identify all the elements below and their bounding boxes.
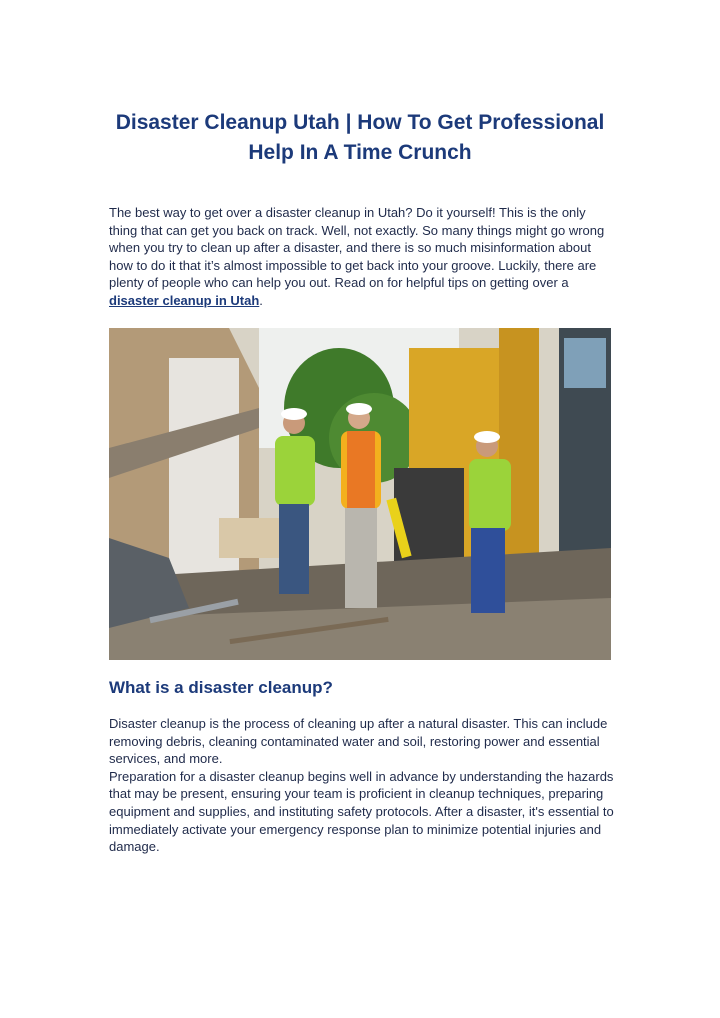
section-heading: What is a disaster cleanup? (109, 678, 333, 697)
disaster-cleanup-link[interactable]: disaster cleanup in Utah (109, 292, 260, 308)
intro-paragraph (109, 204, 614, 310)
section-body (109, 715, 614, 856)
intro-text: The best way to get over a disaster cleanup in Utah? Do it yourself! This is the only thing that can get you back on track. Well, not exactly. So many things might go wrong when you try to clean up after a disaster, and there is so much misinformation about how to do it that it’s almost impossible to get back into your groove. Luckily, there are plenty of people who can help you out. Read on for helpful tips on getting over a (109, 205, 605, 291)
cleanup-workers-photo (109, 328, 611, 660)
page-title: Disaster Cleanup Utah | How To Get Professional Help In A Time Crunch (115, 111, 605, 164)
intro-end: . (259, 292, 263, 308)
paragraph-1: Disaster cleanup is the process of cleaning up after a natural disaster. This can include removing debris, cleaning contaminated water and soil, restoring power and essential services, and more. (109, 716, 608, 767)
paragraph-2: Preparation for a disaster cleanup begins well in advance by understanding the hazards that may be present, ensuring your team is proficient in cleanup techniques, preparing equipment and supplies, and instituting safety protocols. After a disaster, it's essential to immediately activate your emergency response plan to minimize potential injuries and damage. (109, 768, 614, 855)
